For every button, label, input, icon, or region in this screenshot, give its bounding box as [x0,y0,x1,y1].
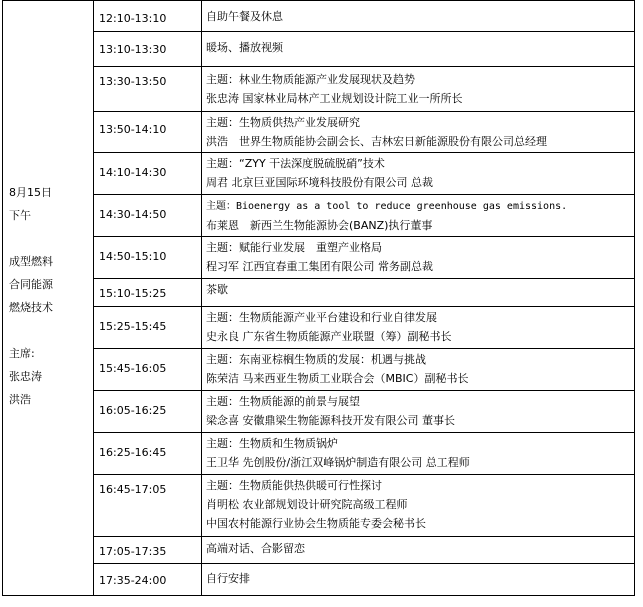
topic-cell: 自行安排 [202,564,635,596]
session-topic: 燃烧技术 [9,301,53,314]
time-cell: 16:05-16:25 [94,391,202,433]
topic-cell: 主题：赋能行业发展 重塑产业格局 程习军 江西宜春重工集团有限公司 常务副总裁 [202,237,635,279]
chair-label: 主席: [9,347,35,360]
english-topic: 主题：Bioenergy as a tool to reduce greenhouse gas emissions. [206,201,568,212]
table-row [3,153,635,195]
table-row [3,349,635,391]
table-row [3,237,635,279]
topic-cell: 主题：林业生物质能源产业发展现状及趋势 张忠涛 国家林业局林产工业规划设计院工业一所所长 [202,67,635,112]
time-cell: 14:30-14:50 [94,195,202,237]
topic-cell: 主题：生物质和生物质锅炉 王卫华 先创股份/浙江双峰锅炉制造有限公司 总工程师 [202,433,635,475]
session-topic: 成型燃料 [9,255,53,268]
topic-cell: 暖场、播放视频 [202,32,635,67]
time-cell: 12:10-13:10 [94,1,202,32]
table-row [3,391,635,433]
time-cell: 13:50-14:10 [94,112,202,153]
time-cell: 14:10-14:30 [94,153,202,195]
table-row [3,1,635,32]
table-row [3,195,635,237]
topic-cell: 主题：“ZYY 干法深度脱硫脱硝”技术 周君 北京巨亚国际环境科技股份有限公司 总裁 [202,153,635,195]
topic-cell: 主题：东南亚棕榈生物质的发展：机遇与挑战 陈荣洁 马来西亚生物质工业联合会（MBIC）副秘书长 [202,349,635,391]
topic-cell: 自助午餐及休息 [202,1,635,32]
session-date: 8月15日 [9,186,52,199]
time-cell: 16:25-16:45 [94,433,202,475]
topic-cell: 主题：生物质能源的前景与展望 梁念喜 安徽鼎梁生物能源科技开发有限公司 董事长 [202,391,635,433]
schedule-table [2,0,635,596]
session-info-cell [3,1,94,596]
topic-cell: 主题：Bioenergy as a tool to reduce greenhouse gas emissions. 布莱恩 新西兰生物能源协会(BANZ)执行董事 [202,195,635,237]
time-cell: 14:50-15:10 [94,237,202,279]
table-row [3,112,635,153]
session-topic: 合同能源 [9,278,53,291]
topic-cell: 高端对话、合影留恋 [202,537,635,564]
table-row [3,307,635,349]
table-row [3,475,635,537]
time-cell: 15:45-16:05 [94,349,202,391]
topic-cell: 主题：生物质能供热供暖可行性探讨 肖明松 农业部规划设计研究院高级工程师 中国农村能源行业协会生物质能专委会秘书长 [202,475,635,537]
table-row [3,67,635,112]
table-row [3,279,635,307]
time-cell: 15:10-15:25 [94,279,202,307]
time-cell: 15:25-15:45 [94,307,202,349]
chair-name: 洪浩 [9,393,31,406]
time-cell: 16:45-17:05 [94,475,202,537]
topic-cell: 主题：生物质供热产业发展研究 洪浩 世界生物质能协会副会长、吉林宏日新能源股份有限公司总经理 [202,112,635,153]
session-period: 下午 [9,209,31,222]
table-row [3,32,635,67]
time-cell: 13:10-13:30 [94,32,202,67]
chair-name: 张忠涛 [9,370,42,383]
time-cell: 17:35-24:00 [94,564,202,596]
table-row [3,564,635,596]
table-row [3,537,635,564]
topic-cell: 主题：生物质能源产业平台建设和行业自律发展 史永良 广东省生物质能源产业联盟（筹）副秘书长 [202,307,635,349]
time-cell: 17:05-17:35 [94,537,202,564]
table-row [3,433,635,475]
topic-cell: 茶歇 [202,279,635,307]
time-cell: 13:30-13:50 [94,67,202,112]
